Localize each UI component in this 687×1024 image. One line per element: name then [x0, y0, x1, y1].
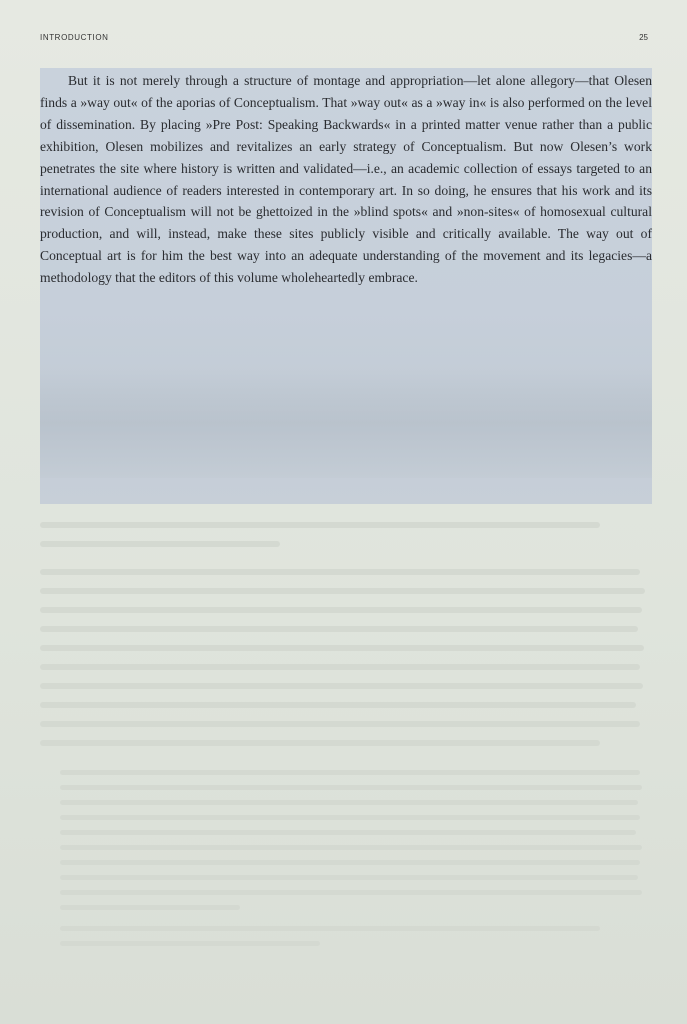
page-number: 25 [639, 33, 648, 42]
show-through-text [40, 522, 652, 956]
body-paragraph: But it is not merely through a structure of montage and appropriation—let alone allegory—that Olesen finds a »way out« of the aporias of Conceptualism. That »way out« as a »way in« is also performed on the level of dissemination. By placing »Pre Post: Speaking Backwards« in a printed matter venue rather than a public exhibition, Olesen mobilizes and revitalizes an early strategy of Conceptualism. But now Olesen’s work penetrates the site where history is written and validated—i.e., an academic collection of essays targeted to an international audience of readers interested in contemporary art. In so doing, he ensures that his work and its revision of Conceptualism will not be ghettoized in the »blind spots« and »non-sites« of homosexual cultural production, and will, instead, make these sites publicly visible and critically available. The way out of Conceptual art is for him the best way into an adequate understanding of the movement and its legacies—a methodology that the editors of this volume wholeheartedly embrace. [40, 73, 652, 286]
photo-landscape-shading [40, 368, 652, 478]
running-head: INTRODUCTION [40, 33, 109, 42]
body-text [40, 70, 652, 289]
